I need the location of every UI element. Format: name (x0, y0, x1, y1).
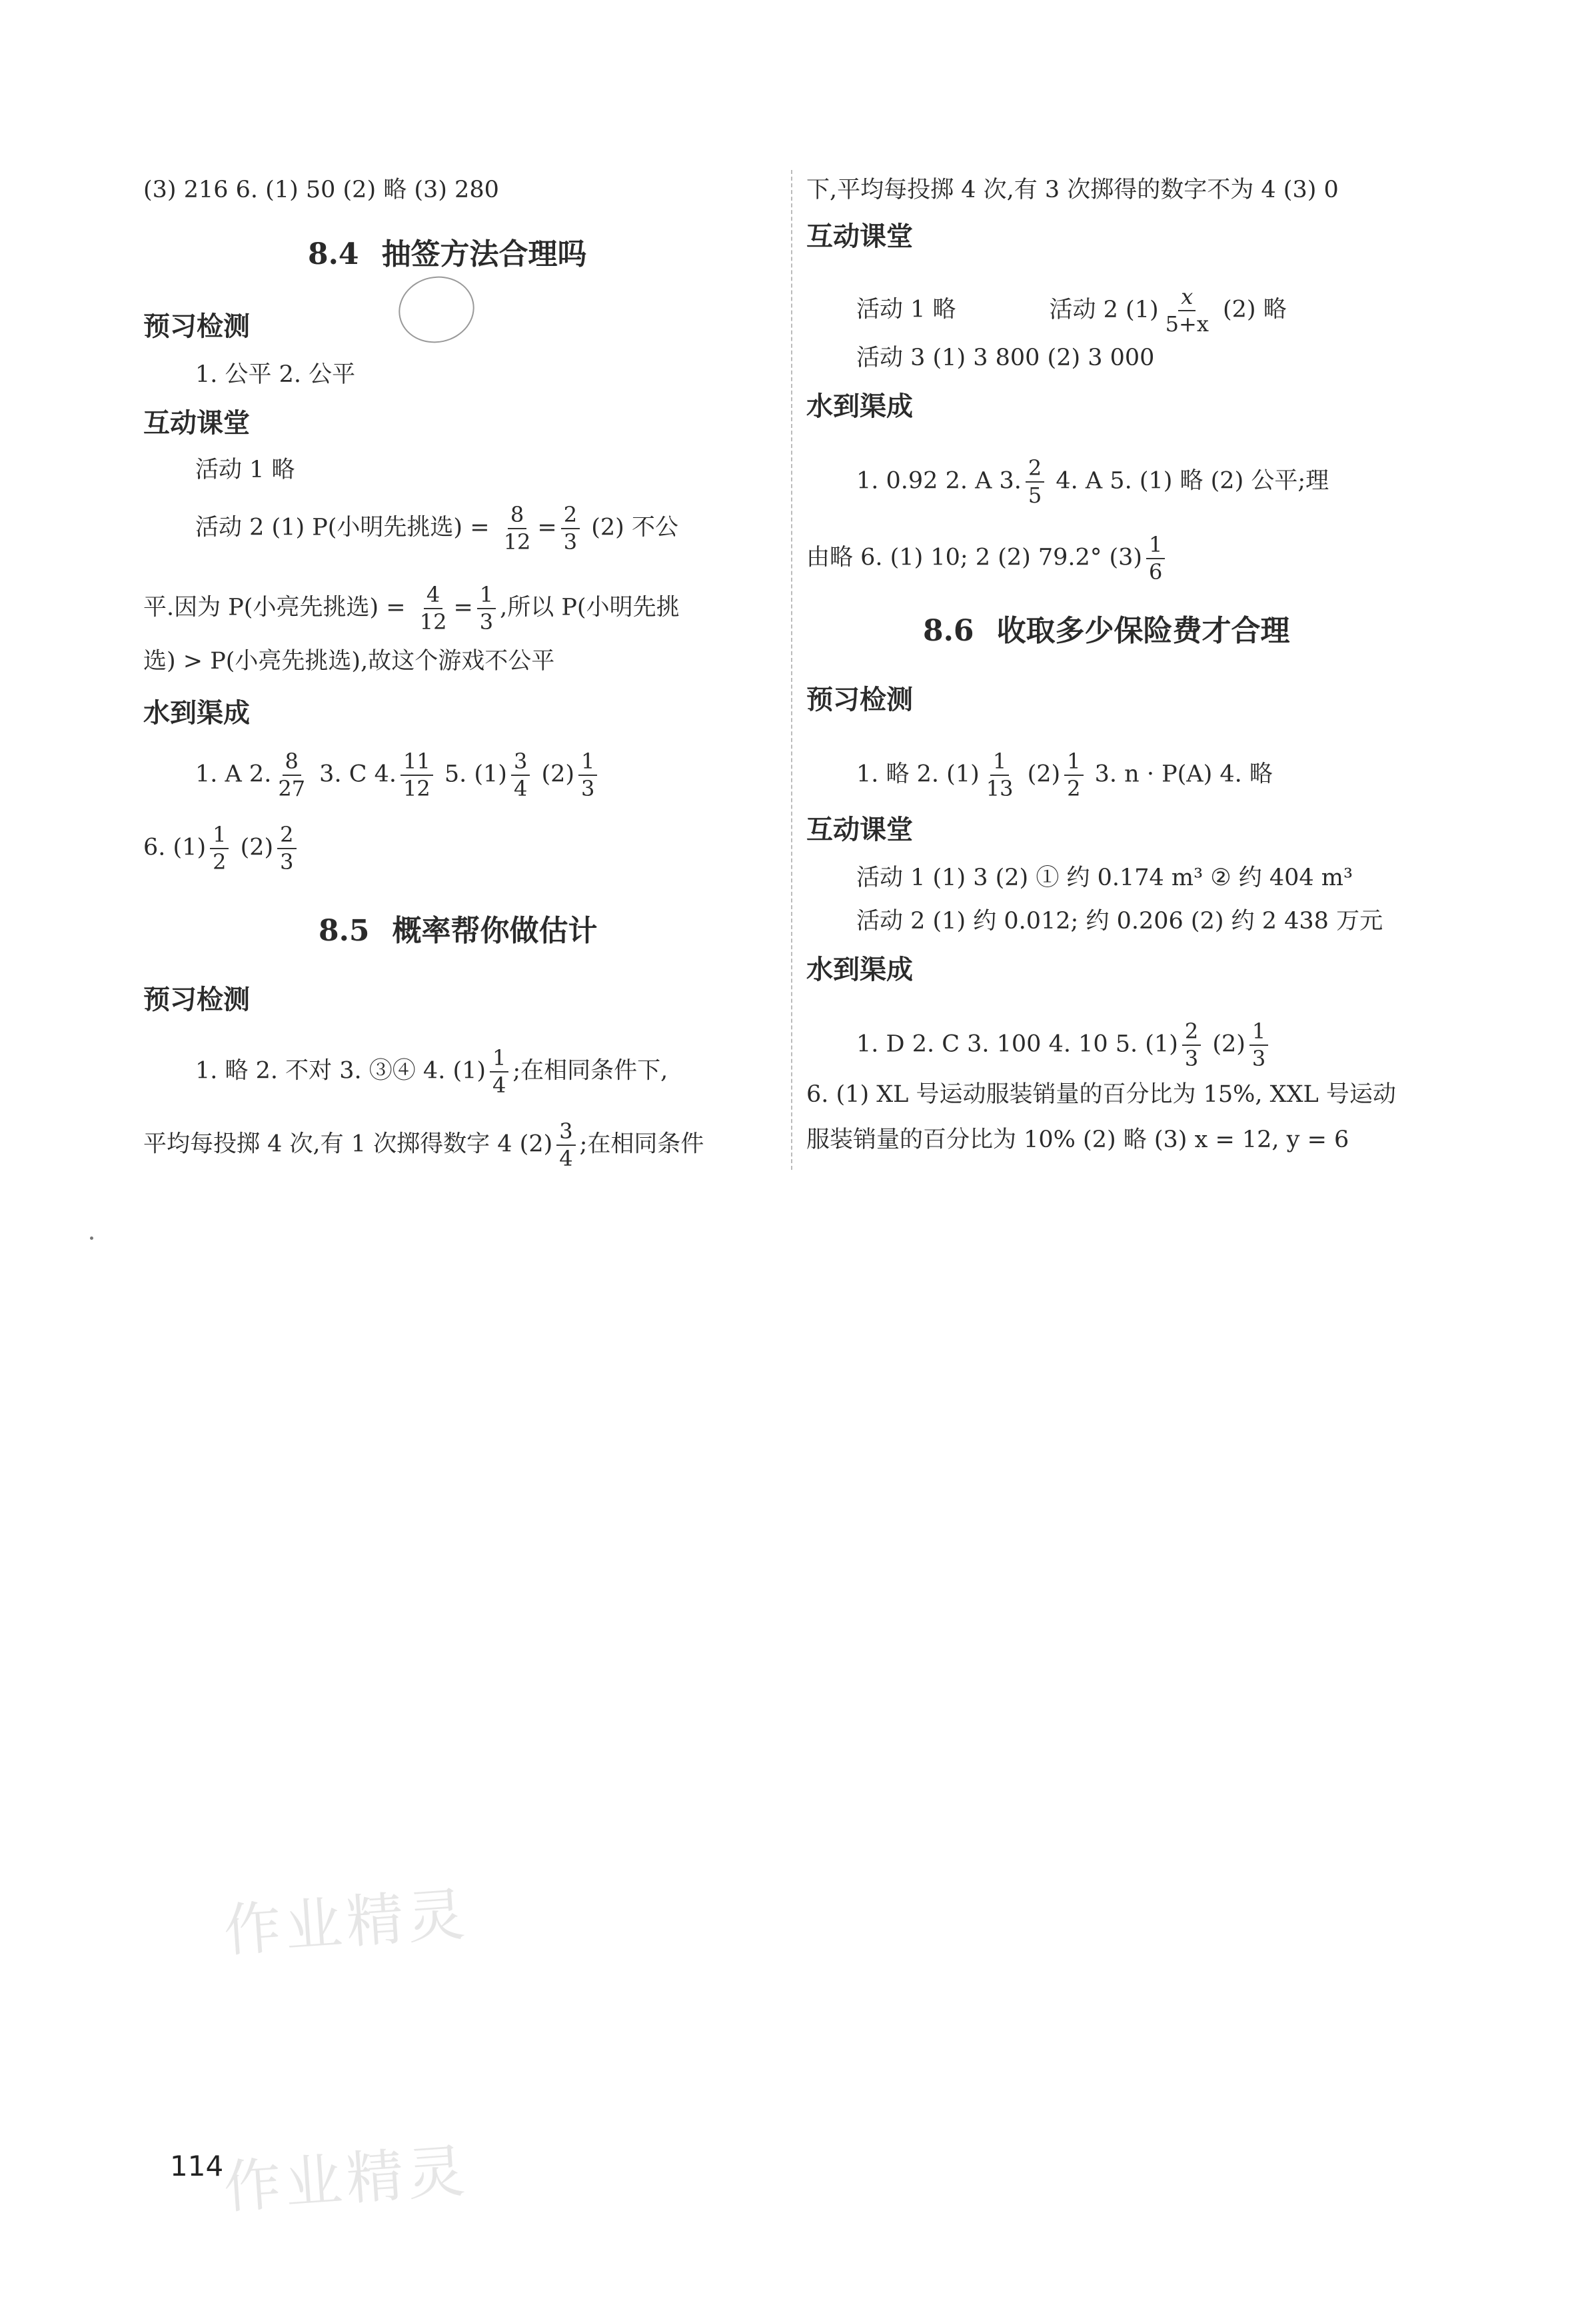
heading-yuxi: 预习检测 (143, 311, 250, 342)
r-activity-3: 活动 3 (1) 3 800 (2) 3 000 (856, 345, 1155, 371)
r-sd-1: 1. D 2. C 3. 100 4. 10 5. (1) $\frac{2}{3}$ (2) $\frac{1}{3}$ (856, 1020, 1272, 1071)
fraction: $\frac{1}{4}$ (490, 1047, 508, 1097)
activity-2-cont2: 选) > P(小亮先挑选),故这个游戏不公平 (143, 648, 555, 675)
fraction: $\frac{11}{12}$ (400, 750, 433, 801)
column-divider (791, 170, 792, 1170)
fraction: $\frac{1}{3}$ (477, 583, 496, 634)
heading-shui: 水到渠成 (143, 698, 250, 729)
section-8-6-title: 8.6 收取多少保险费才合理 (923, 614, 1290, 648)
heading-shui-r2: 水到渠成 (806, 955, 913, 985)
fraction: $\frac{4}{12}$ (419, 582, 447, 635)
r-activity-1: 活动 1 略 活动 2 (1) $\frac{x}{5+x}$ (2) 略 (856, 284, 1287, 337)
right-line-0: 下,平均每投掷 4 次,有 3 次掷得的数字不为 4 (3) 0 (806, 177, 1339, 203)
watermark-1: 作业精灵 (221, 1881, 471, 1965)
fraction: $\frac{x}{5+x}$ (1165, 284, 1209, 337)
fraction: $\frac{2}{3}$ (277, 823, 296, 874)
section-8-4-title: 8.4 抽签方法合理吗 (308, 237, 587, 271)
r-yuxi-answers: 1. 略 2. (1) $\frac{1}{13}$ (2) $\frac{1}{2}$ 3. n · P(A) 4. 略 (856, 749, 1273, 802)
fraction: $\frac{8}{27}$ (278, 749, 306, 802)
shui-answers-6: 6. (1) $\frac{1}{2}$ (2) $\frac{2}{3}$ (143, 823, 301, 874)
r-shui-2: 由略 6. (1) 10; 2 (2) 79.2° (3) $\frac{1}{6}$ (806, 533, 1169, 584)
heading-hudong-r: 互动课堂 (806, 221, 913, 252)
fraction: $\frac{3}{4}$ (511, 750, 530, 801)
heading-hudong: 互动课堂 (143, 408, 250, 439)
heading-yuxi-r: 预习检测 (806, 685, 913, 715)
fraction: $\frac{1}{13}$ (986, 749, 1014, 802)
r-sd-6a: 6. (1) XL 号运动服装销量的百分比为 15%, XXL 号运动 (806, 1081, 1396, 1108)
fraction: $\frac{2}{5}$ (1026, 457, 1044, 507)
heading-shui-r: 水到渠成 (806, 391, 913, 422)
fraction: $\frac{8}{12}$ (503, 502, 531, 555)
fraction: $\frac{2}{3}$ (561, 503, 580, 554)
fraction: $\frac{2}{3}$ (1182, 1020, 1201, 1071)
fraction: $\frac{1}{6}$ (1146, 533, 1165, 584)
yuxi-answers: 1. 公平 2. 公平 (195, 361, 356, 388)
fraction: $\frac{1}{3}$ (1249, 1020, 1268, 1071)
yuxi2-answers-cont: 平均每投掷 4 次,有 1 次掷得数字 4 (2) $\frac{3}{4}$ ;在相同条件 (143, 1119, 704, 1172)
speck (90, 1236, 93, 1240)
r-hd-2: 活动 2 (1) 约 0.012; 约 0.206 (2) 约 2 438 万元 (856, 908, 1383, 935)
fraction: $\frac{1}{3}$ (578, 750, 597, 801)
fraction: $\frac{1}{2}$ (210, 823, 229, 874)
r-shui-1: 1. 0.92 2. A 3. $\frac{2}{5}$ 4. A 5. (1) 略 (2) 公平;理 (856, 455, 1329, 509)
watermark-2: 作业精灵 (221, 2138, 471, 2222)
r-sd-6b: 服装销量的百分比为 10% (2) 略 (3) x = 12, y = 6 (806, 1127, 1349, 1153)
page-number: 114 (170, 2150, 224, 2182)
heading-hudong-r2: 互动课堂 (806, 815, 913, 845)
activity-2: 活动 2 (1) P(小明先挑选) = $\frac{8}{12}$ = $\frac{2}{3}$ (2) 不公 (195, 502, 678, 555)
left-line-0: (3) 216 6. (1) 50 (2) 略 (3) 280 (143, 177, 499, 203)
yuxi2-answers: 1. 略 2. 不对 3. ③④ 4. (1) $\frac{1}{4}$ ;在相同条件下, (195, 1045, 668, 1099)
section-8-5-title: 8.5 概率帮你做估计 (319, 914, 598, 948)
activity-1: 活动 1 略 (195, 457, 295, 483)
fraction: $\frac{1}{2}$ (1064, 750, 1083, 801)
shui-answers-1: 1. A 2. $\frac{8}{27}$ 3. C 4. $\frac{11}{12}$ 5. (1) $\frac{3}{4}$ (2) $\frac{1}{3}$ (195, 750, 601, 801)
fraction: $\frac{3}{4}$ (556, 1120, 575, 1170)
heading-yuxi-2: 预习检测 (143, 985, 250, 1015)
activity-2-cont: 平.因为 P(小亮先挑选) = $\frac{4}{12}$ = $\frac{1}{3}$ ,所以 P(小明先挑 (143, 582, 680, 635)
stamp-image (393, 269, 480, 350)
r-hd-1: 活动 1 (1) 3 (2) ① 约 0.174 m³ ② 约 404 m³ (856, 865, 1353, 891)
